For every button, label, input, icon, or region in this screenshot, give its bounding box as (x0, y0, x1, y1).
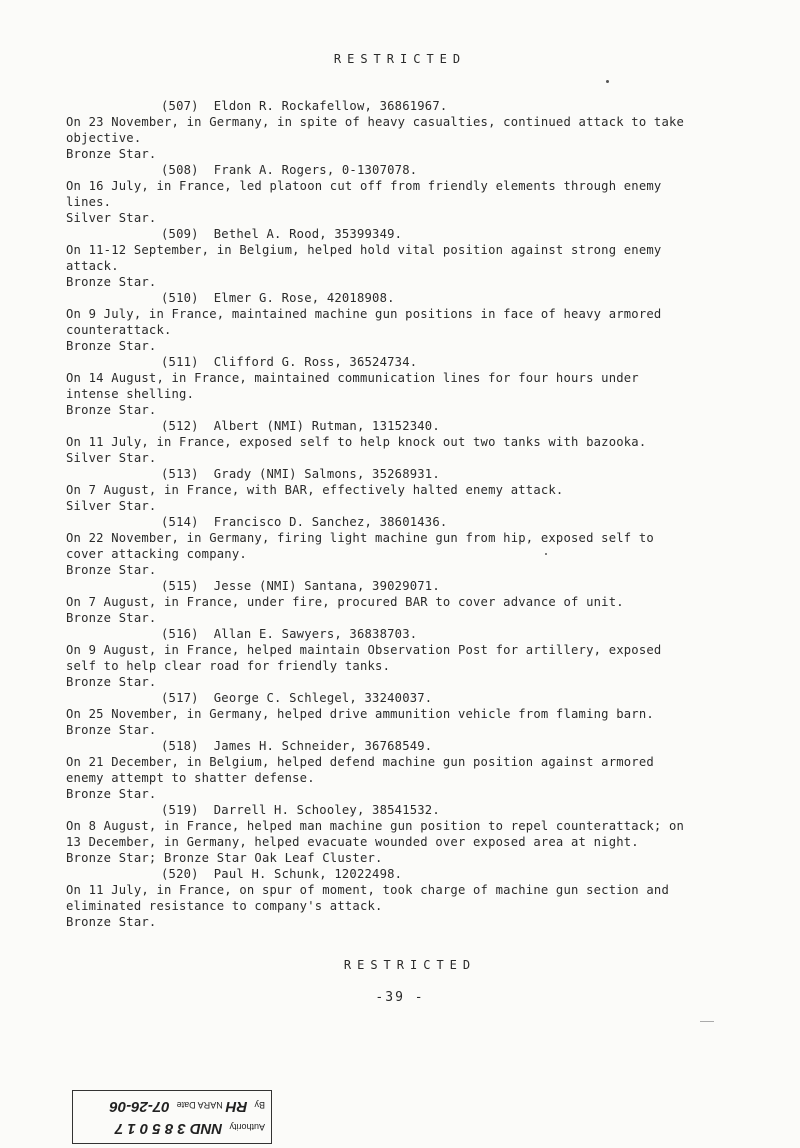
entry-name: (514) Francisco D. Sanchez, 38601436. (161, 515, 448, 529)
stamp-authority-label: Authority (229, 1122, 265, 1132)
award-entry (66, 514, 696, 578)
entry-award: Bronze Star; Bronze Star Oak Leaf Cluster. (66, 851, 383, 865)
speck-mark (545, 553, 547, 555)
award-entry (66, 738, 696, 802)
entry-description: On 14 August, in France, maintained communication lines for four hours under intense shelling. (66, 371, 639, 401)
entry-description: On 11-12 September, in Belgium, helped hold vital position against strong enemy attack. (66, 243, 662, 273)
award-entry (66, 690, 696, 738)
entry-award: Silver Star. (66, 499, 157, 513)
entry-name: (519) Darrell H. Schooley, 38541532. (161, 803, 440, 817)
award-entry (66, 802, 696, 866)
entry-award: Bronze Star. (66, 339, 157, 353)
entry-name: (511) Clifford G. Ross, 36524734. (161, 355, 418, 369)
speck-mark (606, 80, 609, 83)
entry-award: Bronze Star. (66, 675, 157, 689)
entry-name: (517) George C. Schlegel, 33240037. (161, 691, 433, 705)
entry-name: (515) Jesse (NMI) Santana, 39029071. (161, 579, 440, 593)
stamp-date-line (110, 1098, 265, 1115)
stamp-authority-line (115, 1120, 265, 1137)
award-entry (66, 162, 696, 226)
entry-award: Bronze Star. (66, 275, 157, 289)
stamp-date-value: 07-26-06 (109, 1098, 170, 1115)
award-entry (66, 226, 696, 290)
restricted-footer: RESTRICTED (343, 958, 477, 972)
entry-name: (518) James H. Schneider, 36768549. (161, 739, 433, 753)
award-entry (66, 418, 696, 466)
award-entry (66, 354, 696, 418)
stamp-by-label: By (254, 1100, 265, 1110)
entry-description: On 16 July, in France, led platoon cut off from friendly elements through enemy lines. (66, 179, 662, 209)
entry-description: On 11 July, in France, exposed self to help knock out two tanks with bazooka. (66, 435, 647, 449)
stamp-nara-date-label: NARA Date (176, 1100, 223, 1110)
entry-award: Bronze Star. (66, 147, 157, 161)
award-entries (66, 98, 696, 930)
restricted-header: RESTRICTED (333, 52, 467, 66)
award-entry (66, 578, 696, 626)
entry-description: On 23 November, in Germany, in spite of heavy casualties, continued attack to take objective. (66, 115, 685, 145)
entry-name: (520) Paul H. Schunk, 12022498. (161, 867, 403, 881)
entry-description: On 11 July, in France, on spur of moment, took charge of machine gun section and eliminated resistance to company's attack. (66, 883, 669, 913)
entry-description: On 9 July, in France, maintained machine gun positions in face of heavy armored counterattack. (66, 307, 662, 337)
award-entry (66, 626, 696, 690)
award-entry (66, 866, 696, 930)
entry-award: Bronze Star. (66, 563, 157, 577)
speck-mark (700, 1021, 714, 1022)
entry-name: (507) Eldon R. Rockafellow, 36861967. (161, 99, 448, 113)
entry-description: On 8 August, in France, helped man machine gun position to repel counterattack; on 13 December, in Germany, helped evacuate wounded over exposed area at night. (66, 819, 685, 849)
entry-name: (512) Albert (NMI) Rutman, 13152340. (161, 419, 440, 433)
entry-award: Bronze Star. (66, 403, 157, 417)
entry-name: (513) Grady (NMI) Salmons, 35268931. (161, 467, 440, 481)
entry-award: Bronze Star. (66, 723, 157, 737)
declassification-stamp (72, 1090, 272, 1144)
award-entry (66, 466, 696, 514)
entry-description: On 7 August, in France, under fire, procured BAR to cover advance of unit. (66, 595, 624, 609)
entry-description: On 25 November, in Germany, helped drive ammunition vehicle from flaming barn. (66, 707, 654, 721)
entry-name: (508) Frank A. Rogers, 0-1307078. (161, 163, 418, 177)
entry-award: Silver Star. (66, 451, 157, 465)
entry-award: Bronze Star. (66, 611, 157, 625)
entry-description: On 21 December, in Belgium, helped defend machine gun position against armored enemy attempt to shatter defense. (66, 755, 654, 785)
stamp-authority-value: NND 3 8 5 0 1 7 (114, 1120, 223, 1137)
page-number: -39 - (375, 990, 425, 1005)
entry-name: (516) Allan E. Sawyers, 36838703. (161, 627, 418, 641)
entry-award: Bronze Star. (66, 915, 157, 929)
entry-description: On 7 August, in France, with BAR, effectively halted enemy attack. (66, 483, 564, 497)
award-entry (66, 98, 696, 162)
entry-description: On 22 November, in Germany, firing light machine gun from hip, exposed self to cover attacking company. (66, 531, 654, 561)
award-entry (66, 290, 696, 354)
entry-description: On 9 August, in France, helped maintain Observation Post for artillery, exposed self to help clear road for friendly tanks. (66, 643, 662, 673)
entry-name: (509) Bethel A. Rood, 35399349. (161, 227, 403, 241)
entry-name: (510) Elmer G. Rose, 42018908. (161, 291, 395, 305)
entry-award: Silver Star. (66, 211, 157, 225)
entry-award: Bronze Star. (66, 787, 157, 801)
stamp-initials: RH (225, 1098, 248, 1115)
